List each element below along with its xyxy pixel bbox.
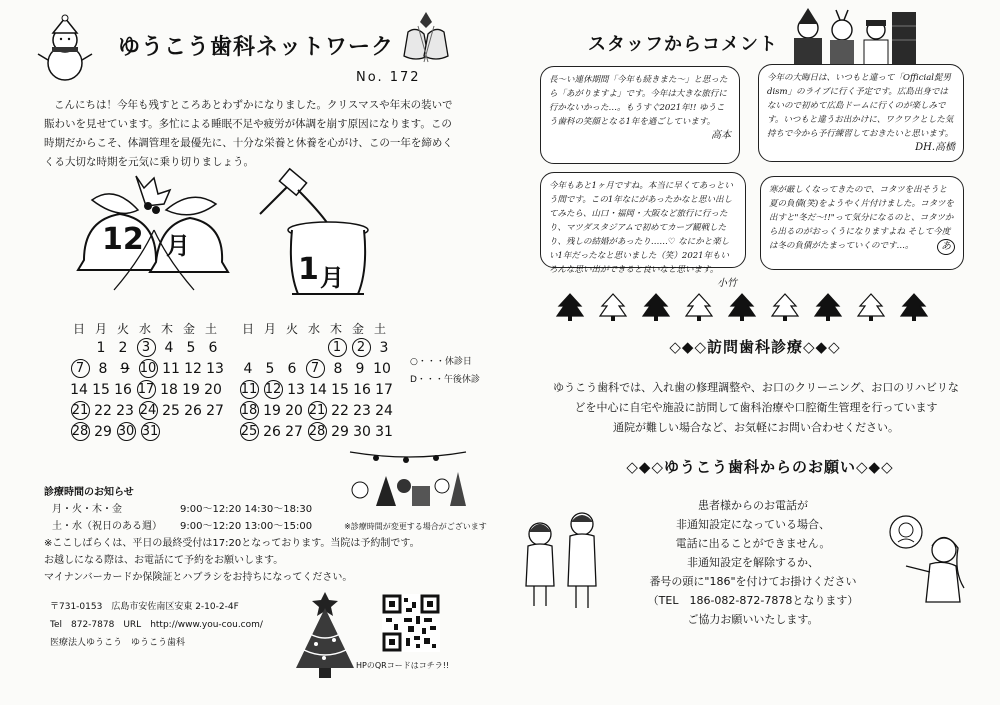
visit-care-line-2: どを中心に自宅や施設に訪問して歯科治療や口腔衛生管理を行っています xyxy=(574,401,938,414)
jan-day-2: 2 xyxy=(352,338,371,357)
visit-care-line-1: ゆうこう歯科では、入れ歯の修理調整や、お口のクリーニング、お口のリハビリな xyxy=(553,381,959,394)
dec-day-8: 8 xyxy=(98,360,108,377)
snowman-illustration xyxy=(38,16,92,82)
jan-day-29: 29 xyxy=(331,423,349,440)
january-calendar xyxy=(237,320,395,442)
december-number-label: 12 xyxy=(102,222,144,257)
clinic-hours xyxy=(44,484,487,586)
clinic-name: 医療法人ゆうこう ゆうこう歯科 xyxy=(50,638,186,648)
tree-divider-icon xyxy=(557,294,583,316)
newsletter-title: ゆうこう歯科ネットワーク xyxy=(118,35,395,60)
hours-saturday-days: 土・水（祝日のある週） xyxy=(52,521,162,532)
jan-day-18: 18 xyxy=(240,403,258,418)
intro-text: こんにちは！今年も残すところあとわずかになりました。クリスマスや年末の装いで賑わいを見せています。多忙による睡眠不足や疲労が体調を崩す原因になります。この時期だからこそ、体調管理を最優先に、十分な栄養と休養を心がけ、この一年を締めくくる大切な時期を元気に乗り切りましょう。 xyxy=(44,99,453,168)
tree-trunk xyxy=(740,316,744,321)
dec-weekday-4: 木 xyxy=(160,322,173,336)
jan-day-20: 20 xyxy=(285,402,303,419)
dec-day-26: 26 xyxy=(184,402,202,419)
dec-weekday-1: 月 xyxy=(94,322,107,336)
staff-comment-2-signature: DH.高橋 xyxy=(915,142,955,153)
request-line-3: 電話に出ることができません。 xyxy=(675,537,831,550)
dec-weekday-0: 日 xyxy=(72,322,85,336)
dec-day-6: 6 xyxy=(208,339,218,356)
january-number-label: 1 xyxy=(298,252,319,287)
jan-day-9: 9 xyxy=(355,360,365,377)
jan-day-10: 10 xyxy=(373,360,391,377)
december-weekday-header xyxy=(68,320,228,337)
jan-weekday-0: 日 xyxy=(241,322,254,336)
christmas-tree-icon xyxy=(290,588,360,680)
jan-day-24: 24 xyxy=(375,402,393,419)
dec-day-9: 9 xyxy=(120,360,130,377)
jan-day-28: 28 xyxy=(308,424,326,439)
dec-day-15: 15 xyxy=(92,381,110,398)
qr-code-icon[interactable] xyxy=(382,594,440,652)
jan-week-row xyxy=(237,400,395,421)
january-calendar-body xyxy=(237,337,395,442)
request-body xyxy=(598,496,908,629)
december-calendar xyxy=(68,320,228,442)
jan-day-27: 27 xyxy=(285,423,303,440)
jan-weekday-1: 月 xyxy=(263,322,276,336)
jan-day-16: 16 xyxy=(353,381,371,398)
jan-day-25: 25 xyxy=(240,424,258,439)
dec-week-row xyxy=(68,400,228,421)
dec-day-24: 24 xyxy=(139,403,157,418)
dec-day-27: 27 xyxy=(206,402,224,419)
december-unit-label: 月 xyxy=(166,232,190,260)
dec-day-14: 14 xyxy=(70,381,88,398)
jan-weekday-4: 木 xyxy=(329,322,342,336)
phone-receptionist-illustration xyxy=(880,512,976,608)
jan-day-11: 11 xyxy=(240,382,258,397)
jan-weekday-3: 水 xyxy=(307,322,320,336)
december-bells-illustration xyxy=(78,170,230,296)
dec-day-20: 20 xyxy=(204,381,222,398)
tree-trunk xyxy=(654,316,658,321)
qr-caption: HPのQRコードはコチラ!! xyxy=(356,661,450,670)
jan-weekday-2: 火 xyxy=(285,322,298,336)
jan-day-31: 31 xyxy=(375,423,393,440)
notice-insurance: マイナンバーカードか保険証とハブラシをお持ちになってください。 xyxy=(44,572,353,583)
dec-weekday-3: 水 xyxy=(138,322,151,336)
legend-half-day: D・・・午後休診 xyxy=(410,375,480,385)
hours-weekday-time: 9:00～12:20 14:30～18:30 xyxy=(180,504,313,515)
request-line-5: 番号の頭に"186"を付けてお掛けください xyxy=(649,575,857,588)
dec-day-12: 12 xyxy=(184,360,202,377)
tree-divider-icon xyxy=(858,294,884,316)
jan-day-17: 17 xyxy=(375,381,393,398)
dec-day-1: 1 xyxy=(96,339,106,356)
dec-week-row xyxy=(68,358,228,379)
jan-day-12: 12 xyxy=(264,382,282,397)
clinic-address: 〒731-0153 広島市安佐南区安東 2-10-2-4F xyxy=(50,602,239,612)
dec-day-22: 22 xyxy=(94,402,112,419)
notice-reception: ※ここしばらくは、平日の最終受付は17:20となっております。当院は予約制です。 xyxy=(44,538,420,549)
jan-week-row xyxy=(237,379,395,400)
dec-weekday-6: 土 xyxy=(204,322,217,336)
jan-day-1: 1 xyxy=(328,338,347,357)
tree-trunk xyxy=(912,316,916,321)
staff-comment-1-text: 長～い連休期間「今年も続きまた～」と思ったら「あがりますよ」です。今年は大きな旅行に行かないかった…。もうすぐ2021年!! ゆうこう歯科の笑顔となる1年を過ごしています。 xyxy=(549,75,728,127)
dec-day-23: 23 xyxy=(116,402,134,419)
staff-comment-4-signature: あ xyxy=(937,239,955,255)
tree-divider-icon xyxy=(686,294,712,316)
christmas-characters-illustration xyxy=(788,6,920,70)
tree-divider-icon xyxy=(729,294,755,316)
clinic-tel-url: Tel 872-7878 URL http://www.you-cou.com/ xyxy=(50,620,263,630)
clinic-address-block xyxy=(50,598,263,652)
staff-comment-1 xyxy=(540,66,740,164)
jan-day-21: 21 xyxy=(308,403,326,418)
jan-week-row xyxy=(237,421,395,442)
december-calendar-body xyxy=(68,337,228,442)
dec-day-7: 7 xyxy=(71,359,90,378)
tree-divider-row xyxy=(556,292,936,322)
request-title: ◇◆◇ゆうこう歯科からのお願い◇◆◇ xyxy=(626,458,894,476)
staff-comment-2-text: 今年の大晦日は、いつもと違って「Official髭男dism」のライブに行く予定です。広島出身ではないので初めて広島ドームに行くのが楽しみです。いつもと違うお出かけに、ワクワクとした気持ちで今から予行練習しておきたいと思います。 xyxy=(767,73,954,139)
request-line-6: （TEL 186-082-872-7878となります） xyxy=(647,594,859,607)
christmas-bells-icon xyxy=(398,8,454,68)
hours-note: ※診療時間が変更する場合がございます xyxy=(344,522,487,531)
dec-day-31: 31 xyxy=(141,424,159,439)
tree-trunk xyxy=(783,316,787,321)
dec-day-28: 28 xyxy=(71,424,89,439)
tree-divider-icon xyxy=(772,294,798,316)
visit-care-line-3: 通院が難しい場合など、お気軽にお問い合わせください。 xyxy=(613,421,899,434)
jan-day-13: 13 xyxy=(287,381,305,398)
staff-comment-1-signature: 高本 xyxy=(711,130,731,141)
tree-divider-icon xyxy=(600,294,626,316)
tree-trunk xyxy=(869,316,873,321)
dec-day-11: 11 xyxy=(162,360,180,377)
dec-day-17: 17 xyxy=(137,382,155,397)
notice-reservation: お越しになる際は、お電話にて予約をお願いします。 xyxy=(44,555,284,566)
request-line-1: 患者様からのお電話が xyxy=(698,499,808,512)
staff-comment-3 xyxy=(540,172,746,289)
request-line-2: 非通知設定になっている場合、 xyxy=(676,518,830,531)
tree-divider-icon xyxy=(901,294,927,316)
dec-day-3: 3 xyxy=(137,338,156,357)
visit-care-body xyxy=(536,378,976,438)
issue-number: No. 172 xyxy=(356,70,421,85)
jan-day-14: 14 xyxy=(309,381,327,398)
hours-weekday-days: 月・火・木・金 xyxy=(52,504,122,515)
dec-weekday-2: 火 xyxy=(116,322,129,336)
dec-day-19: 19 xyxy=(182,381,200,398)
jan-day-6: 6 xyxy=(287,360,297,377)
dec-day-18: 18 xyxy=(160,381,178,398)
legend-closed: ○・・・休診日 xyxy=(410,357,472,367)
hours-title: 診療時間のお知らせ xyxy=(44,487,134,498)
jan-day-30: 30 xyxy=(353,423,371,440)
dec-week-row xyxy=(68,379,228,400)
jan-day-26: 26 xyxy=(263,423,281,440)
jan-day-7: 7 xyxy=(306,359,325,378)
january-unit-label: 月 xyxy=(320,264,344,292)
hours-saturday-time: 9:00～12:20 13:00～15:00 xyxy=(180,521,313,532)
request-line-7: ご協力お願いいたします。 xyxy=(687,613,819,626)
staff-comment-3-signature: 小竹 xyxy=(717,278,737,289)
dec-day-16: 16 xyxy=(114,381,132,398)
request-line-4: 非通知設定を解除するか、 xyxy=(687,556,819,569)
tree-trunk xyxy=(826,316,830,321)
dec-day-29: 29 xyxy=(94,423,112,440)
dec-day-2: 2 xyxy=(118,339,128,356)
dec-day-30: 30 xyxy=(117,424,135,439)
jan-day-3: 3 xyxy=(379,339,389,356)
dec-day-13: 13 xyxy=(206,360,224,377)
dec-day-21: 21 xyxy=(71,403,89,418)
staff-couple-illustration xyxy=(518,506,610,610)
jan-day-15: 15 xyxy=(331,381,349,398)
jan-day-5: 5 xyxy=(265,360,275,377)
jan-weekday-6: 土 xyxy=(373,322,386,336)
tree-trunk xyxy=(568,316,572,321)
staff-comment-4-text: 寒が厳しくなってきたので、コタツを出そうと夏の負債(笑)をようやく片付けました。コタツを出すと"冬だ～!!"って気分になるのと、コタツから出るのがおっくうになりますよね そして今度は冬の負債がたまっていくのです…。 xyxy=(769,185,954,251)
dec-weekday-5: 金 xyxy=(182,322,195,336)
visit-care-title: ◇◆◇訪問歯科診療◇◆◇ xyxy=(669,338,841,356)
tree-trunk xyxy=(697,316,701,321)
january-weekday-header xyxy=(237,320,395,337)
jan-week-row xyxy=(237,337,395,358)
staff-comment-title: スタッフからコメント xyxy=(588,34,778,55)
staff-comment-2 xyxy=(758,64,964,162)
tree-trunk xyxy=(611,316,615,321)
tree-divider-icon xyxy=(815,294,841,316)
tree-divider-icon xyxy=(643,294,669,316)
jan-week-row xyxy=(237,358,395,379)
jan-day-23: 23 xyxy=(353,402,371,419)
dec-day-4: 4 xyxy=(164,339,174,356)
jan-day-22: 22 xyxy=(331,402,349,419)
jan-day-19: 19 xyxy=(263,402,281,419)
jan-day-8: 8 xyxy=(333,360,343,377)
staff-comment-4 xyxy=(760,176,964,270)
dec-week-row xyxy=(68,421,228,442)
jan-weekday-5: 金 xyxy=(351,322,364,336)
dec-day-5: 5 xyxy=(186,339,196,356)
jan-day-4: 4 xyxy=(243,360,253,377)
dec-day-25: 25 xyxy=(162,402,180,419)
dec-day-10: 10 xyxy=(139,361,157,376)
dec-week-row xyxy=(68,337,228,358)
staff-comment-3-text: 今年もあと1ヶ月ですね。本当に早くてあっという間です。この1年なにがあったかなと思い出してみたら、山口・福岡・大阪など旅行に行ったり、マツダスタジアムで初めてカープ観戦したり、残しの結婚があったり……♡ なにかと楽しい1年だったなと思いました（笑）2021年もいろんな思い出ができると良いなと思います。 xyxy=(549,181,733,275)
